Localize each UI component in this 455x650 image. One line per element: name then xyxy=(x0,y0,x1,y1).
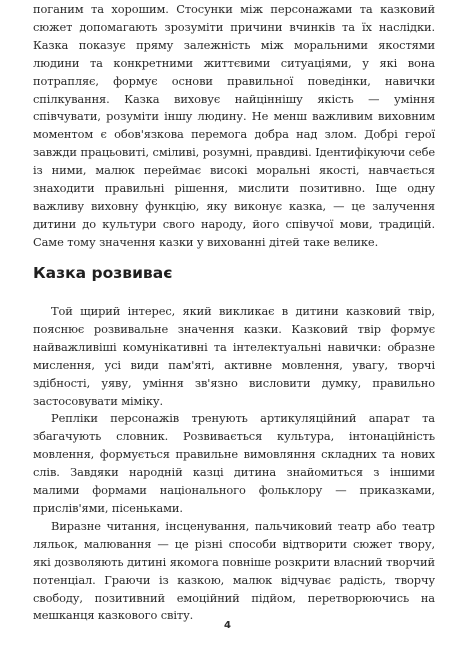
section-body xyxy=(33,303,435,625)
body-paragraph-3: Виразне читання, інсценування, пальчиковий театр або театр ляльок, малювання — це різні способи відтворити сюжет твору, які дозволяють дитині якомога повніше розкрити власний творчий потенціал. Граючи із казкою, малюк відчуває радість, творчу свободу, позитивний емоційний підйом, перетворюючись на мешканця казкового світу. xyxy=(33,518,435,623)
body-paragraph-2: Репліки персонажів тренують артикуляційний апарат та збагачують словник. Розвивається культура, інтонаційність мовлення, формується правильне вимовляння складних та нових слів. Завдяки народній казці дитина знайомиться з іншими малими формами національного фольклору — приказками, прислів'ями, пісеньками. xyxy=(33,411,435,515)
page-number: 4 xyxy=(224,620,231,631)
intro-paragraph: поганим та хорошим. Стосунки між персонажами та казковий сюжет допомагають зрозуміти причини вчинків та їх наслідки. Казка показує пряму залежність між моральними якостями людини та конкретними життєвими ситуаціями, у які вона потрапляє, формує основи правильної поведінки, навички спілкування. Казка виховує найцiннiшу якість — уміння співчувати, розуміти іншу людину. Не менш важливим виховним моментом є обов'язкова перемога добра над злом. Добрі герої завжди працьовиті, сміливі, розумні, правдиві. Ідентифікуючи себе із ними, малюк переймає високі моральні якості, навчається знаходити правильні рішення, мислити позитивно. Іще одну важливу виховну функцію, яку виконує казка, — це залучення дитини до культури свого народу, його співучої мови, традицій. Саме тому значення казки у вихованні дітей таке велике. xyxy=(33,2,435,249)
intro-text-block xyxy=(33,1,435,252)
section-heading: Казка розвиває xyxy=(33,264,173,282)
body-paragraph-1: Той щирий інтерес, який викликає в дитини казковий твір, пояснює розвивальне значення казки. Казковий твір формує найважливіші комунікативні та інтелектуальні навички: образне мислення, усі види пам'яті, активне мовлення, увагу, творчі здібності, уяву, уміння зв'язно висловити думку, правильно застосовувати міміку. xyxy=(33,304,435,408)
